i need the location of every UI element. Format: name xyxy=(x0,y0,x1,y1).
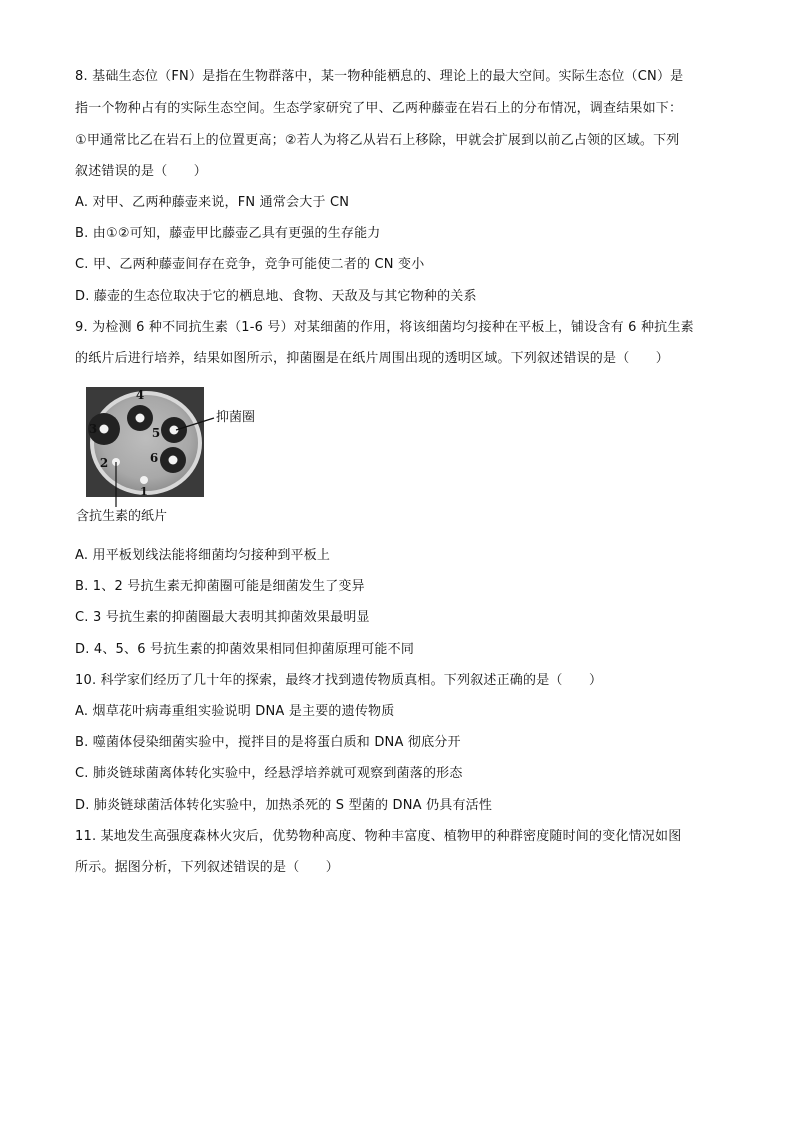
disc-number-5: 5 xyxy=(151,426,161,440)
q9-option-b: B. 1、2 号抗生素无抑菌圈可能是细菌发生了变异 xyxy=(75,579,365,594)
q8-option-b: B. 由①②可知，藤壶甲比藤壶乙具有更强的生存能力 xyxy=(75,226,381,241)
q8-stem-line-1: 8. 基础生态位（FN）是指在生物群落中，某一物种能栖息的、理论上的最大空间。实际生态位（CN）是 xyxy=(75,69,684,84)
disc-number-1: 1 xyxy=(140,485,148,497)
label-antibiotic-disc: 含抗生素的纸片 xyxy=(76,509,168,524)
q10-option-d: D. 肺炎链球菌活体转化实验中，加热杀死的 S 型菌的 DNA 仍具有活性 xyxy=(75,798,493,813)
q11-stem-line-1: 11. 某地发生高强度森林火灾后，优势物种高度、物种丰富度、植物甲的种群密度随时间的变化情况如图 xyxy=(75,829,682,844)
q10-option-c: C. 肺炎链球菌离体转化实验中，经悬浮培养就可观察到菌落的形态 xyxy=(75,766,463,781)
q8-option-c: C. 甲、乙两种藤壶间存在竞争，竞争可能使二者的 CN 变小 xyxy=(75,257,425,272)
q9-option-d: D. 4、5、6 号抗生素的抑菌效果相同但抑菌原理可能不同 xyxy=(75,642,415,657)
disc-number-2: 2 xyxy=(99,456,109,470)
q8-stem-line-2: 指一个物种占有的实际生态空间。生态学家研究了甲、乙两种藤壶在岩石上的分布情况，调查结果如下： xyxy=(75,101,683,116)
q10-stem-line-1: 10. 科学家们经历了几十年的探索，最终才找到遗传物质真相。下列叙述正确的是（ ） xyxy=(75,673,603,688)
q10-option-a: A. 烟草花叶病毒重组实验说明 DNA 是主要的遗传物质 xyxy=(75,704,395,719)
q8-option-a: A. 对甲、乙两种藤壶来说，FN 通常会大于 CN xyxy=(75,195,350,210)
q9-option-a: A. 用平板划线法能将细菌均匀接种到平板上 xyxy=(75,548,331,563)
q8-stem-line-4: 叙述错误的是（ ） xyxy=(75,164,208,179)
label-inhibition-zone: 抑菌圈 xyxy=(216,410,256,425)
q9-stem-line-1: 9. 为检测 6 种不同抗生素（1-6 号）对某细菌的作用，将该细菌均匀接种在平板上，铺设含有 6 种抗生素 xyxy=(75,320,694,335)
disc-number-4: 4 xyxy=(135,388,145,402)
q10-option-b: B. 噬菌体侵染细菌实验中，搅拌目的是将蛋白质和 DNA 彻底分开 xyxy=(75,735,461,750)
q11-stem-line-2: 所示。据图分析，下列叙述错误的是（ ） xyxy=(75,860,340,875)
q8-stem-line-3: ①甲通常比乙在岩石上的位置更高；②若人为将乙从岩石上移除，甲就会扩展到以前乙占领的区域。下列 xyxy=(75,133,680,148)
q8-option-d: D. 藤壶的生态位取决于它的栖息地、食物、天敌及与其它物种的关系 xyxy=(75,289,477,304)
disc-number-6: 6 xyxy=(149,451,159,465)
disc-number-3: 3 xyxy=(88,422,98,436)
q9-stem-line-2: 的纸片后进行培养，结果如图所示，抑菌圈是在纸片周围出现的透明区域。下列叙述错误的是（ ） xyxy=(75,351,670,366)
q9-option-c: C. 3 号抗生素的抑菌圈最大表明其抑菌效果最明显 xyxy=(75,610,370,625)
